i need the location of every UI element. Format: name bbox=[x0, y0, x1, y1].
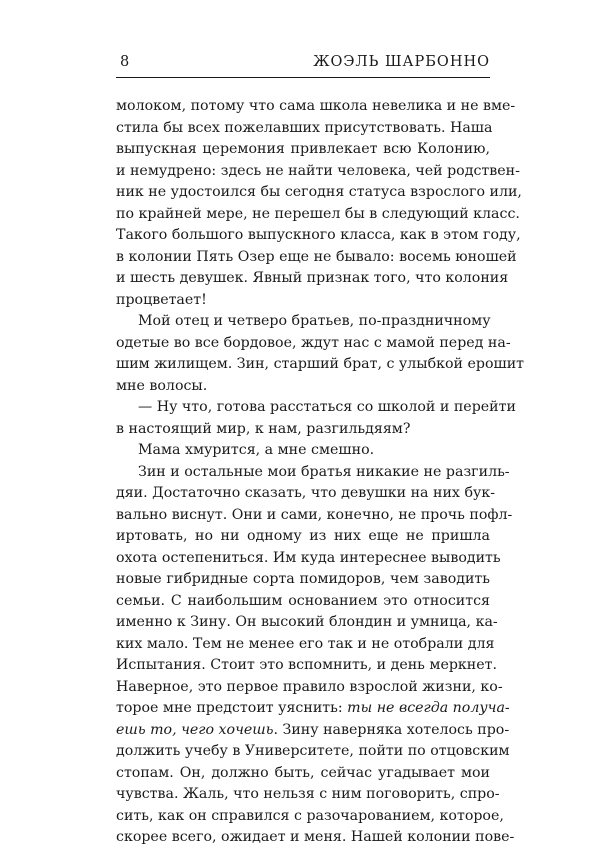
text-line: иртовать, но ни одному из них еще не пришла bbox=[116, 528, 490, 544]
dialogue-line: в настоящий мир, к нам, разгильдяям? bbox=[116, 420, 411, 437]
text-line: скорее всего, ожидает и меня. Нашей колонии пове- bbox=[116, 829, 515, 845]
text-line: именно к Зину. Он высокий блондин и умница, ка- bbox=[116, 614, 498, 630]
text-line: ник не удостоился бы сегодня статуса взрослого или, bbox=[116, 184, 522, 200]
text-line: Мой отец и четверо братьев, по-праздничному bbox=[138, 313, 491, 329]
text-line: охота остепениться. Им куда интереснее выводить bbox=[116, 549, 501, 566]
text-line: ких мало. Тем не менее его так и не отобрали для bbox=[116, 635, 495, 652]
header-rule bbox=[116, 77, 490, 78]
italic-text: ты не всегда получа- bbox=[347, 700, 510, 716]
text-line: сить, как он справился с разочарованием, которое, bbox=[116, 807, 504, 824]
author-running-head: ЖОЭЛЬ ШАРБОННО bbox=[313, 54, 490, 70]
text-line: по крайней мере, не перешел бы в следующий класс. bbox=[116, 205, 520, 222]
text-line: стопам. Он, должно быть, сейчас угадывает мои bbox=[116, 764, 490, 781]
dialogue-line: — Ну что, готова расстаться со школой и перейти bbox=[138, 399, 516, 415]
book-page-text bbox=[116, 96, 525, 849]
text-line: и немудрено: здесь не найти человека, чей родствен- bbox=[116, 162, 520, 179]
text-line: новые гибридные сорта помидоров, чем заводить bbox=[116, 571, 490, 587]
page-number: 8 bbox=[120, 54, 130, 70]
text-line: стила бы всех пожелавших присутствовать. Наша bbox=[116, 119, 493, 136]
text-line: выпускная церемония привлекает всю Колонию, bbox=[116, 141, 490, 157]
text-line: должить учебу в Университете, пойти по отцовским bbox=[116, 743, 510, 759]
text-line: Испытания. Стоит это вспомнить, и день меркнет. bbox=[116, 657, 498, 673]
line-text: . Зину наверняка хотелось про- bbox=[273, 721, 510, 738]
text-line: одетые во все бордовое, ждут нас с мамой перед на- bbox=[116, 334, 511, 351]
text-line: Наверное, это первое правило взрослой жизни, ко- bbox=[116, 678, 503, 695]
text-line: процветает! bbox=[116, 291, 207, 308]
text-line: дяи. Достаточно сказать, что девушки на них бук- bbox=[116, 485, 495, 501]
text-line: мне волосы. bbox=[116, 377, 208, 394]
text-line: семьи. С наибольшим основанием это относится bbox=[116, 592, 490, 609]
line-text: торое мне предстоит уяснить: bbox=[116, 700, 348, 716]
text-line: Зин и остальные мои братья никакие не разгиль- bbox=[138, 463, 510, 480]
text-line: в колонии Пять Озер еще не бывало: восемь юношей bbox=[116, 248, 517, 265]
text-line bbox=[116, 720, 510, 742]
italic-text: ешь то, чего хочешь bbox=[116, 721, 274, 738]
text-line: шим жилищем. Зин, старший брат, с улыбкой ерошит bbox=[116, 356, 525, 372]
text-line: Такого большого выпускного класса, как в этом году, bbox=[116, 227, 521, 243]
running-header bbox=[116, 54, 490, 76]
text-line: чувства. Жаль, что нельзя с ним поговорить, спро- bbox=[116, 786, 500, 802]
text-line bbox=[116, 698, 510, 720]
text-line: и шесть девушек. Явный признак того, что колония bbox=[116, 270, 509, 286]
text-line: вально виснут. Они и сами, конечно, не прочь пофл- bbox=[116, 506, 513, 523]
text-line: Мама хмурится, а мне смешно. bbox=[138, 442, 375, 458]
text-line: молоком, потому что сама школа невелика и не вме- bbox=[116, 98, 516, 114]
